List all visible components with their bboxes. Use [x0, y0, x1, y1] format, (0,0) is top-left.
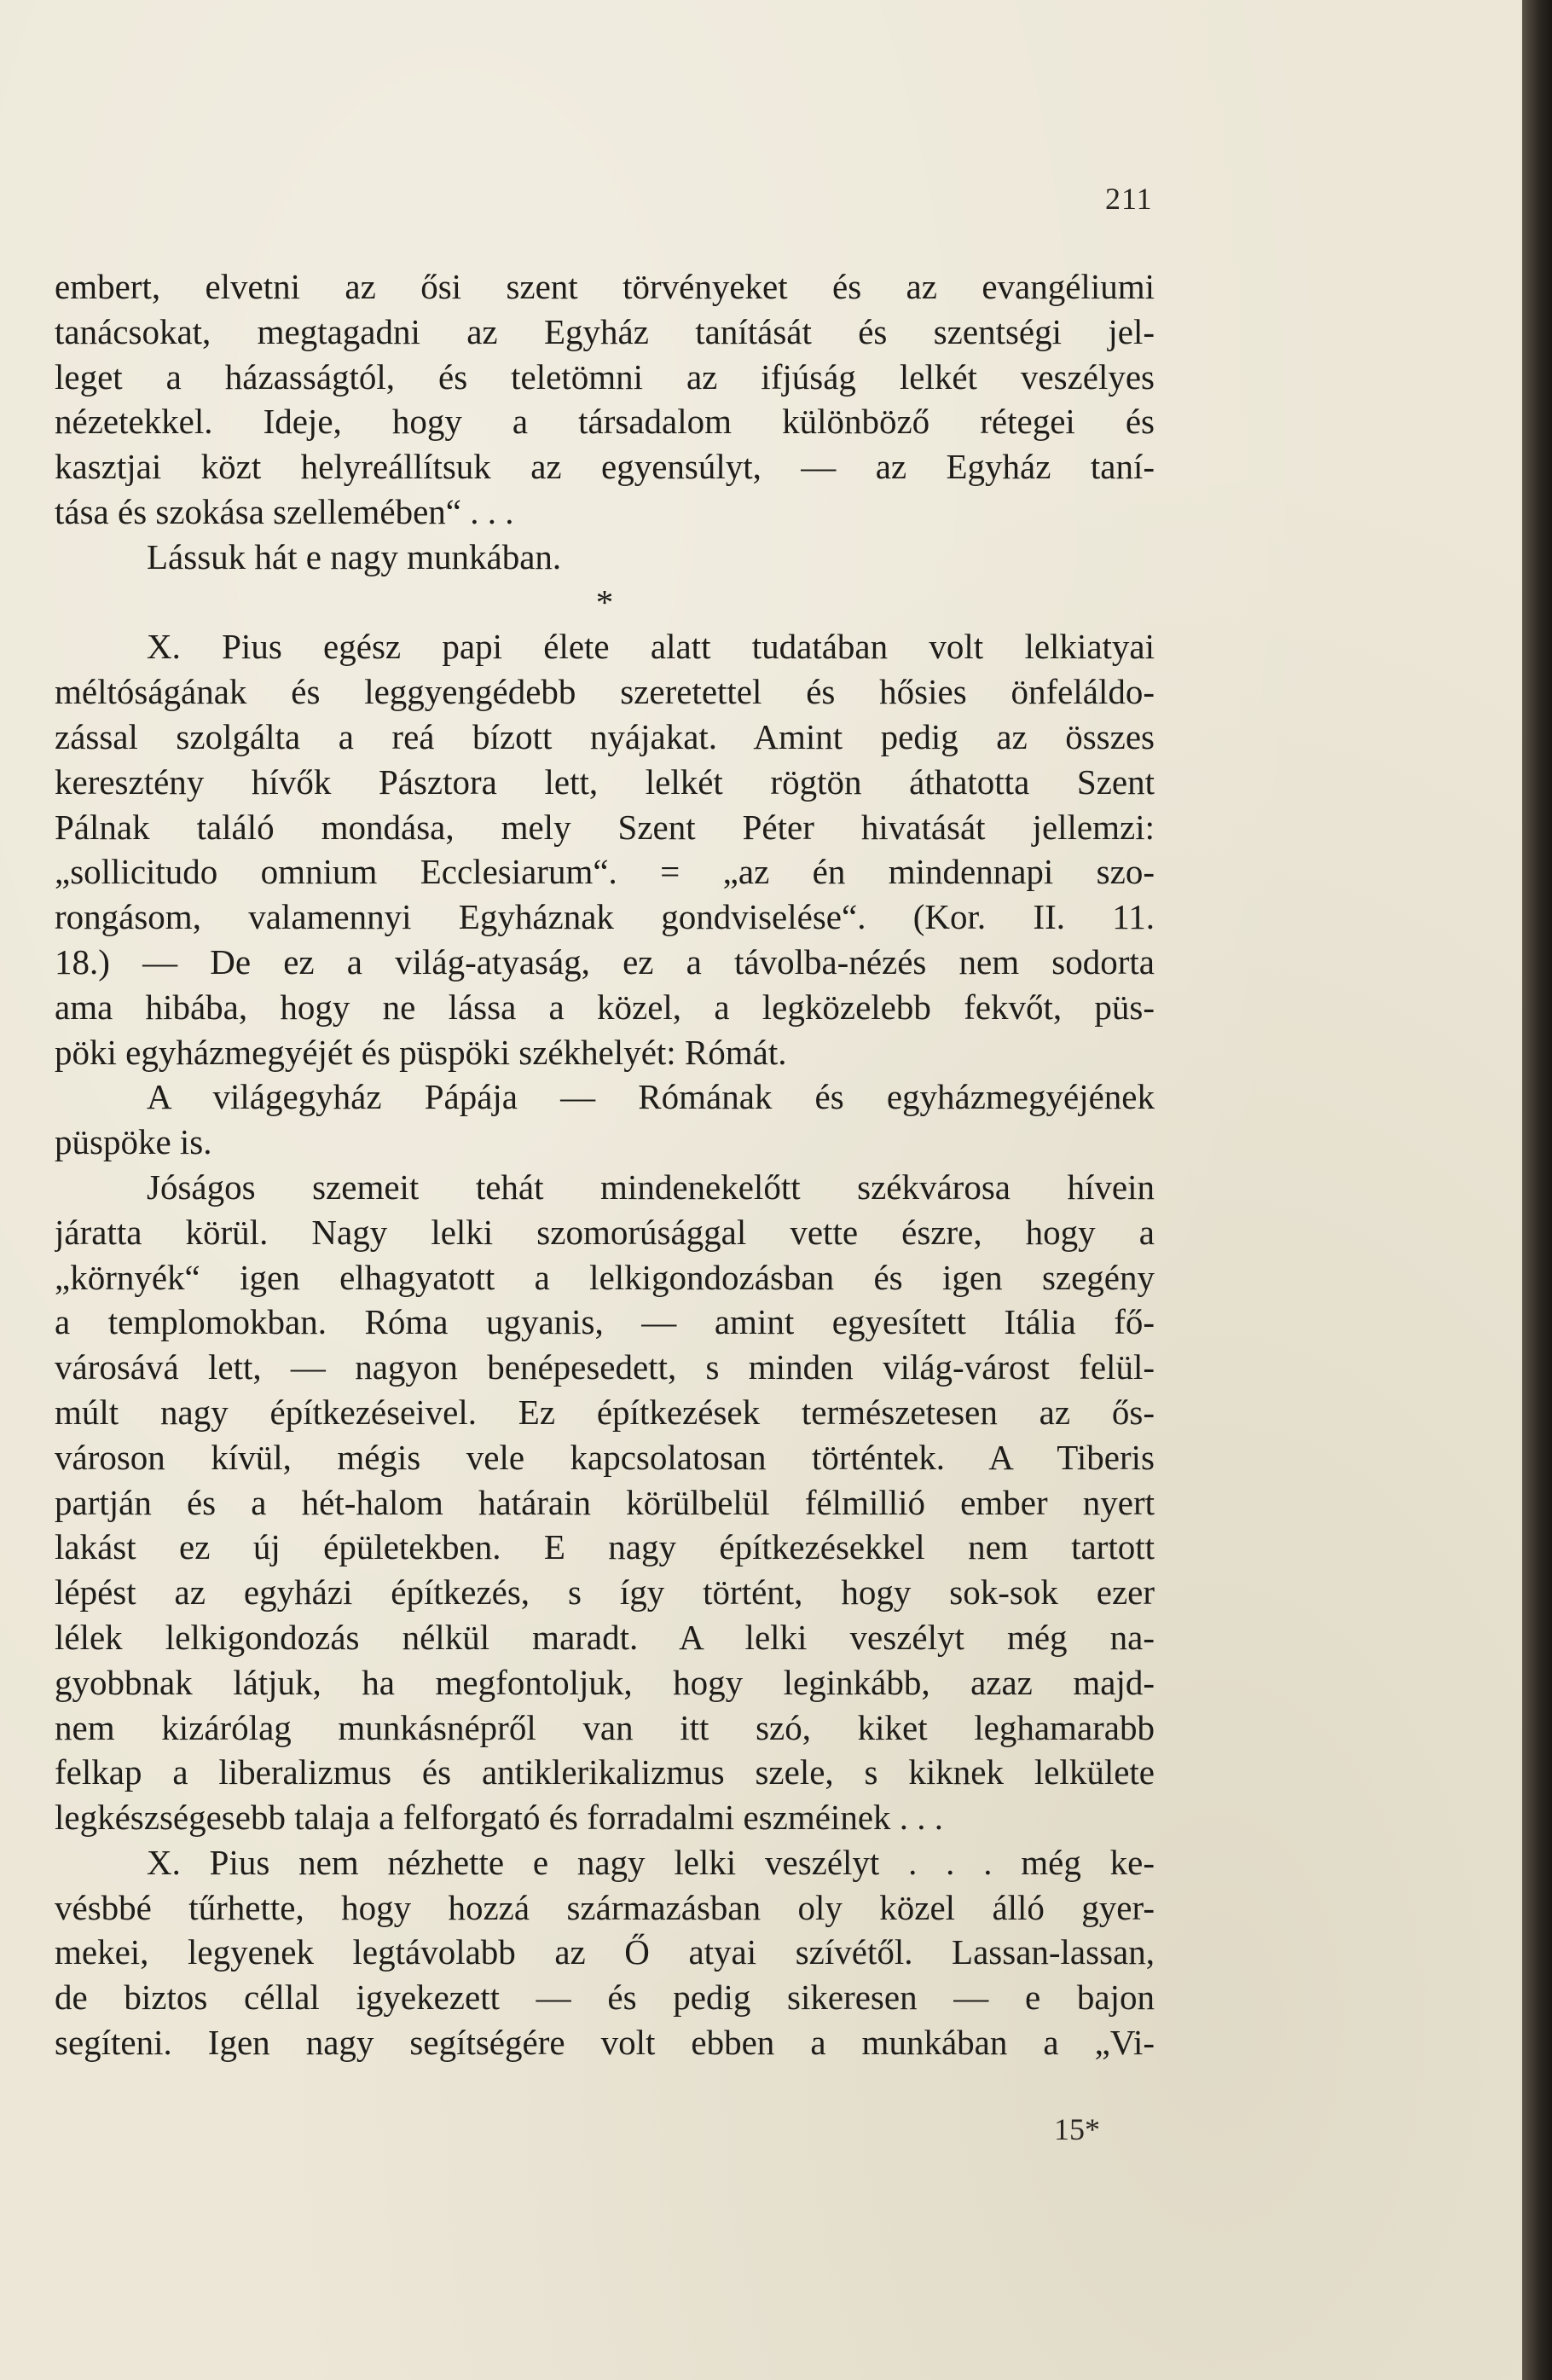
text-line: tanácsokat, megtagadni az Egyház tanítását és szentségi jel- — [55, 311, 1155, 351]
text-line: járatta körül. Nagy lelki szomorúsággal vette észre, hogy a — [55, 1212, 1155, 1252]
text-line: nem kizárólag munkásnépről van itt szó, kiket leghamarabb — [55, 1707, 1155, 1747]
text-line: tása és szokása szellemében“ . . . — [55, 491, 514, 531]
text-line: keresztény hívők Pásztora lett, lelkét rögtön áthatotta Szent — [55, 761, 1155, 802]
text-line: városon kívül, mégis vele kapcsolatosan történtek. A Tiberis — [55, 1437, 1155, 1477]
text-line: lélek lelkigondozás nélkül maradt. A lelki veszélyt még na- — [55, 1617, 1155, 1657]
text-line: Pálnak találó mondása, mely Szent Péter hivatását jellemzi: — [55, 807, 1155, 847]
text-line: X. Pius nem nézhette e nagy lelki veszélyt . . . még ke- — [147, 1842, 1155, 1882]
text-line: lépést az egyházi építkezés, s így történt, hogy sok-sok ezer — [55, 1572, 1155, 1613]
book-spine-edge — [1522, 0, 1552, 2380]
text-line: segíteni. Igen nagy segítségére volt ebben a munkában a „Vi- — [55, 2023, 1155, 2063]
text-line: vésbbé tűrhette, hogy hozzá származásban oly közel álló gyer- — [55, 1887, 1155, 1927]
signature-mark: 15* — [1054, 2112, 1100, 2146]
text-line: felkap a liberalizmus és antiklerikalizmus szele, s kiknek lelkülete — [55, 1752, 1155, 1792]
text-line: városává lett, — nagyon benépesedett, s minden világ-várost felül- — [55, 1347, 1155, 1387]
text-line: kasztjai közt helyreállítsuk az egyensúlyt, — az Egyház taní- — [55, 447, 1155, 487]
text-line: rongásom, valamennyi Egyháznak gondviselése“. (Kor. II. 11. — [55, 897, 1155, 937]
section-break-asterisk: * — [595, 582, 614, 622]
text-line: partján és a hét-halom határain körülbelül félmillió ember nyert — [55, 1482, 1155, 1522]
text-line: a templomokban. Róma ugyanis, — amint egyesített Itália fő- — [55, 1302, 1155, 1342]
text-line: méltóságának és leggyengédebb szeretettel és hősies önfeláldo- — [55, 672, 1155, 712]
text-line: 18.) — De ez a világ-atyaság, ez a távolba-nézés nem sodorta — [55, 941, 1155, 982]
text-line: Jóságos szemeit tehát mindenekelőtt székvárosa hívein — [147, 1167, 1155, 1207]
text-line: zással szolgálta a reá bízott nyájakat. Amint pedig az összes — [55, 716, 1155, 756]
text-line: A világegyház Pápája — Rómának és egyházmegyéjének — [147, 1077, 1155, 1117]
text-line: „sollicitudo omnium Ecclesiarum“. = „az én mindennapi szo- — [55, 852, 1155, 892]
text-line: Lássuk hát e nagy munkában. — [147, 536, 562, 576]
text-line: de biztos céllal igyekezett — és pedig sikeresen — e bajon — [55, 1978, 1155, 2018]
text-line: pöki egyházmegyéjét és püspöki székhelyét: Rómát. — [55, 1032, 787, 1072]
body-text — [55, 264, 1155, 2065]
text-line: lakást ez új épületekben. E nagy építkezésekkel nem tartott — [55, 1527, 1155, 1567]
page-number: 211 — [1105, 182, 1153, 216]
text-line: embert, elvetni az ősi szent törvényeket és az evangéliumi — [55, 267, 1155, 306]
text-line: legkészségesebb talaja a felforgató és forradalmi eszméinek . . . — [55, 1798, 944, 1838]
text-line: mekei, legyenek legtávolabb az Ő atyai szívétől. Lassan-lassan, — [55, 1932, 1155, 1972]
text-line: ama hibába, hogy ne lássa a közel, a legközelebb fekvőt, püs- — [55, 987, 1155, 1027]
text-line: „környék“ igen elhagyatott a lelkigondozásban és igen szegény — [55, 1257, 1155, 1297]
text-line: nézetekkel. Ideje, hogy a társadalom különböző rétegei és — [55, 402, 1155, 442]
text-line: gyobbnak látjuk, ha megfontoljuk, hogy leginkább, azaz majd- — [55, 1662, 1155, 1702]
text-line: múlt nagy építkezéseivel. Ez építkezések természetesen az ős- — [55, 1392, 1155, 1432]
text-line: püspöke is. — [55, 1122, 212, 1162]
text-line: leget a házasságtól, és teletömni az ifjúság lelkét veszélyes — [55, 356, 1155, 397]
text-line: X. Pius egész papi élete alatt tudatában volt lelkiatyai — [147, 627, 1155, 667]
